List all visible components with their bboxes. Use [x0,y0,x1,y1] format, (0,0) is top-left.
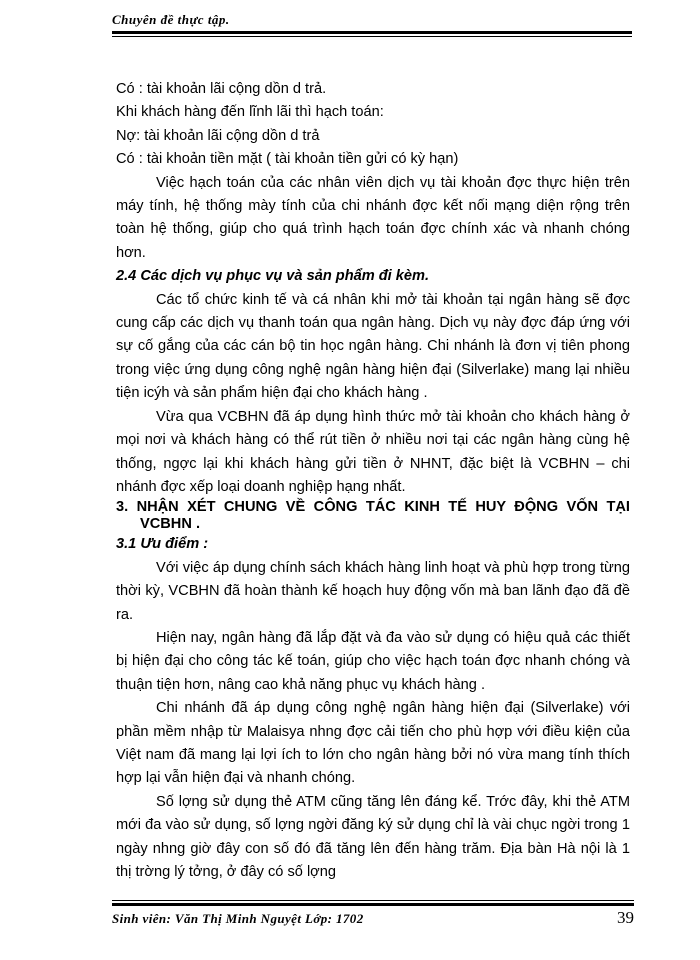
page-header [112,12,632,37]
header-rule-thick [112,31,632,34]
footer-rule-thin [112,900,634,901]
footer-rule-thick [112,903,634,906]
paragraph: Các tổ chức kinh tế và cá nhân khi mở tài khoản tại ngân hàng sẽ đợc cung cấp các dịch vụ thanh toán qua ngân hàng. Dịch vụ này đợc đáp ứng với sự cố gắng của các cán bộ tin học ngân hàng. Chi nhánh là đơn vị tiên phong trong việc ứng dụng công nghệ ngân hàng hiện đại (Silverlake) mang lại nhiều tiện icýh và sản phẩm hiện đại cho khách hàng . [116,291,630,402]
paragraph: Có : tài khoản tiền mặt ( tài khoản tiền gửi có kỳ hạn) [116,151,459,168]
paragraph: Việc hạch toán của các nhân viên dịch vụ tài khoản đợc thực hiện trên máy tính, hệ thống mày tính của chi nhánh đợc kết nối mạng diện rộng trên toàn hệ thống, giúp cho quá trình hạch toán đợc chính xác và nhanh chóng hơn. [116,174,630,261]
header-rule-thin [112,36,632,37]
section-heading-3-1: 3.1 Ưu điểm : [116,536,209,553]
page-number: 39 [617,908,634,927]
paragraph: Vừa qua VCBHN đã áp dụng hình thức mở tài khoản cho khách hàng ở mọi nơi và khách hàng có thể rút tiền ở nhiều nơi tại các ngân hàng cùng hệ thống, ngợc lại khi khách hàng gửi tiền ở NHNT, đặc biệt là VCBHN – chi nhánh đợc xếp loại doanh nghiệp hạng nhất. [116,408,630,495]
paragraph: Nợ: tài khoản lãi cộng dồn d trả [116,127,320,144]
paragraph: Có : tài khoản lãi cộng dồn d trả. [116,81,327,97]
header-title: Chuyên đề thực tập. [112,12,230,27]
section-heading-3: 3. NHẬN XÉT CHUNG VỀ CÔNG TÁC KINH TẾ HUY ĐỘNG VỐN TẠI VCBHN . [116,499,630,533]
section-heading-2-4: 2.4 Các dịch vụ phục vụ và sản phẩm đi kèm. [116,268,430,285]
paragraph: Chi nhánh đã áp dụng công nghệ ngân hàng hiện đại (Silverlake) với phần mềm nhập từ Malaisya nhng đợc cải tiến cho phù hợp với điều kiện của Việt nam đã mang lại lợi ích to lớn cho ngân hàng bởi nó vừa mang tính thích hợp lại vẫn hiện đại và nhanh chóng. [116,700,630,787]
paragraph: Khi khách hàng đến lĩnh lãi thì hạch toán: [116,104,384,121]
paragraph: Với việc áp dụng chính sách khách hàng linh hoạt và phù hợp trong từng thời kỳ, VCBHN đã hoàn thành kế hoạch huy động vốn mà ban lãnh đạo đã đề ra. [116,559,630,623]
paragraph: Số lợng sử dụng thẻ ATM cũng tăng lên đáng kể. Trớc đây, khi thẻ ATM mới đa vào sử dụng, số lợng ngời đăng ký sử dụng chỉ là vài chục ngời trong 1 ngày nhng giờ đây con số đó đã tăng lên đến hàng trăm. Địa bàn Hà nội là 1 thị trờng lý tởng, ở đây có số lợng [116,793,630,880]
paragraph: Hiện nay, ngân hàng đã lắp đặt và đa vào sử dụng có hiệu quả các thiết bị hiện đại cho công tác kế toán, giúp cho việc hạch toán đợc nhanh chóng và thuận tiện hơn, nâng cao khả năng phục vụ khách hàng . [116,629,630,693]
document-body [116,78,630,884]
footer-student-info: Sinh viên: Văn Thị Minh Nguyệt Lớp: 1702 [112,911,364,926]
page-footer [112,900,634,928]
